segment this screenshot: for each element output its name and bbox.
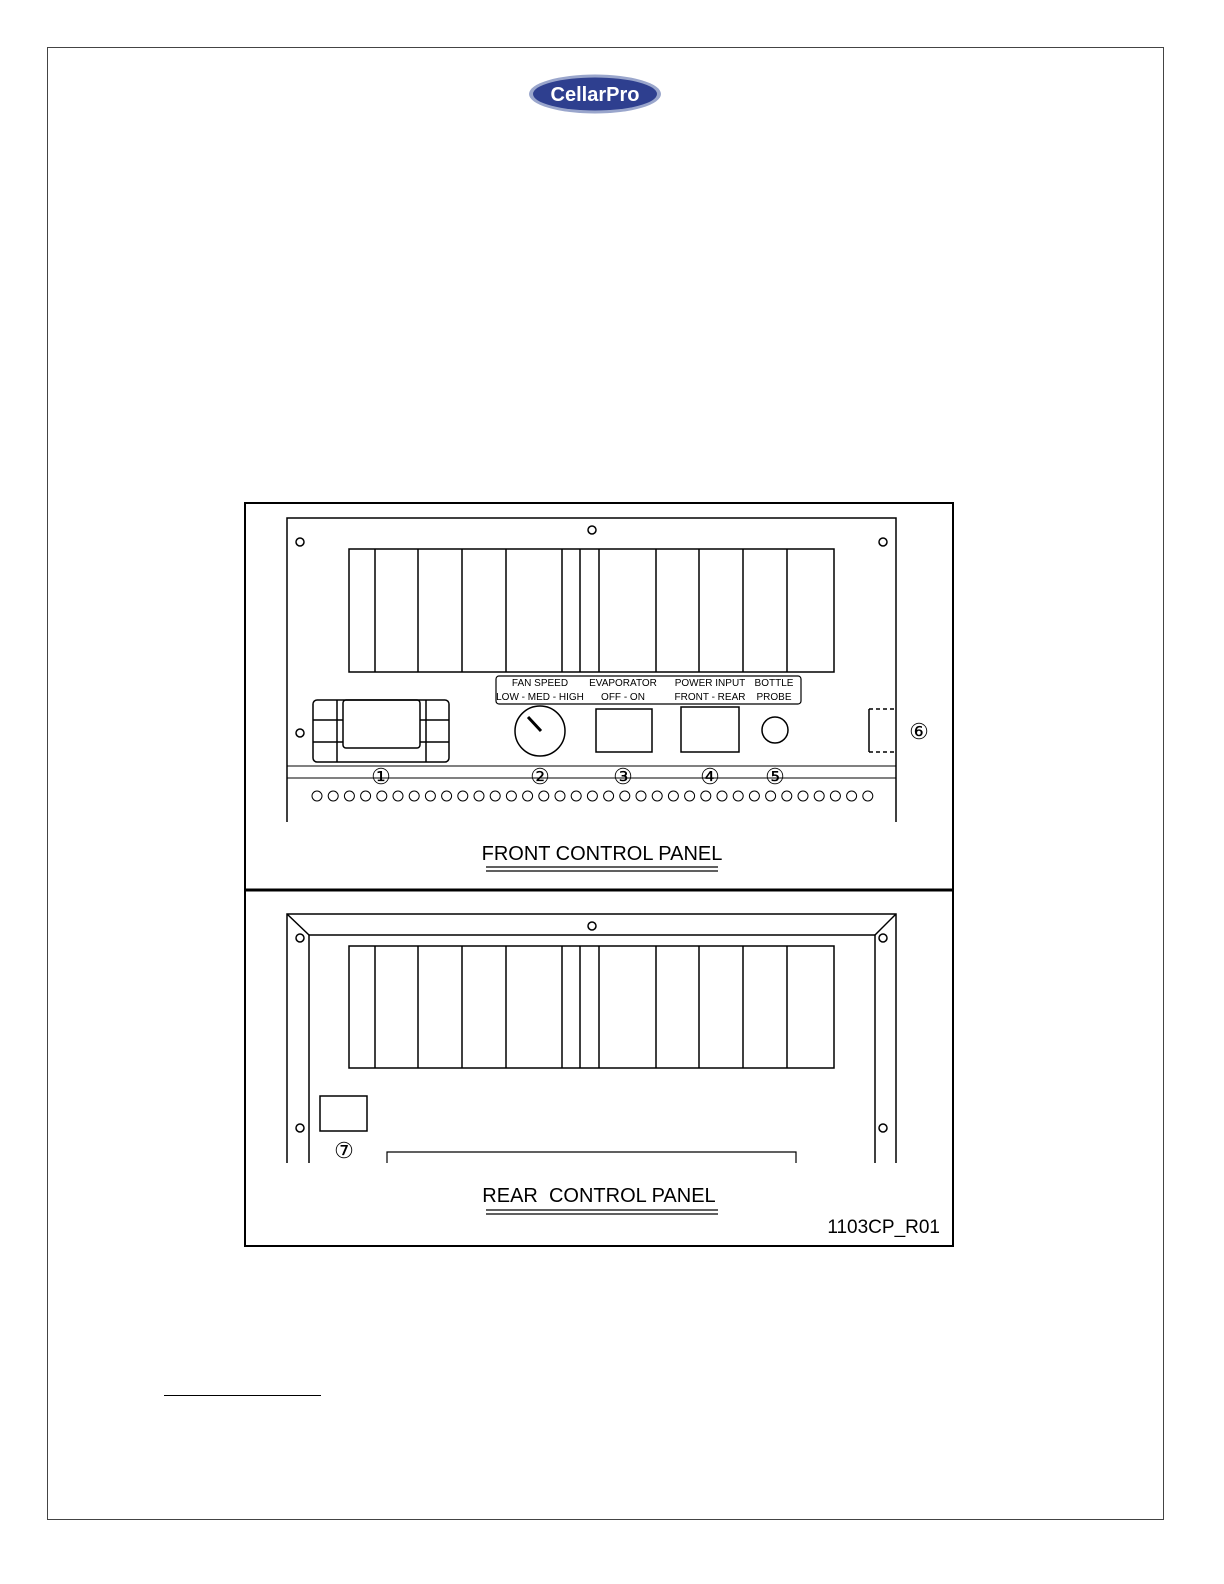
- vent-hole: [539, 791, 549, 801]
- vent-hole: [523, 791, 533, 801]
- vent-hole: [361, 791, 371, 801]
- controller-display: [313, 700, 449, 762]
- vent-hole: [652, 791, 662, 801]
- callout-7: ⑦: [334, 1138, 354, 1163]
- rear-bevel: [287, 914, 309, 935]
- vent-hole: [830, 791, 840, 801]
- mounting-hole: [879, 934, 887, 942]
- label-evaporator-options: OFF - ON: [601, 692, 645, 703]
- vent-hole: [668, 791, 678, 801]
- vent-hole: [766, 791, 776, 801]
- bottle-probe-port[interactable]: [762, 717, 788, 743]
- vent-hole: [490, 791, 500, 801]
- vent-hole: [782, 791, 792, 801]
- rear-panel-inner-outline: [309, 935, 875, 1163]
- mounting-hole: [296, 538, 304, 546]
- front-ventilation-holes: [312, 791, 873, 801]
- mounting-hole: [296, 729, 304, 737]
- vent-hole: [604, 791, 614, 801]
- callout-5: ⑤: [765, 764, 785, 789]
- vent-hole: [506, 791, 516, 801]
- rear-panel-outline: [287, 914, 896, 1163]
- vent-hole: [814, 791, 824, 801]
- footnote-rule: [164, 1395, 321, 1396]
- front-vent-block: [349, 549, 834, 672]
- vent-hole: [409, 791, 419, 801]
- vent-hole: [587, 791, 597, 801]
- vent-hole: [571, 791, 581, 801]
- rear-bevel: [875, 914, 896, 935]
- label-evaporator: EVAPORATOR: [589, 678, 657, 689]
- callout-3: ③: [613, 764, 633, 789]
- vent-hole: [393, 791, 403, 801]
- vent-hole: [555, 791, 565, 801]
- evaporator-switch[interactable]: [596, 709, 652, 752]
- side-connector: [869, 709, 896, 752]
- vent-hole: [328, 791, 338, 801]
- vent-hole: [474, 791, 484, 801]
- vent-hole: [620, 791, 630, 801]
- vent-hole: [636, 791, 646, 801]
- rear-panel-title: REAR CONTROL PANEL: [482, 1185, 716, 1207]
- front-control-panel: [287, 518, 896, 871]
- mounting-hole: [879, 538, 887, 546]
- mounting-hole: [879, 1124, 887, 1132]
- mounting-hole: [588, 922, 596, 930]
- fan-speed-knob[interactable]: [515, 706, 565, 756]
- vent-hole: [749, 791, 759, 801]
- rear-bracket: [387, 1152, 796, 1163]
- rear-vent-block: [349, 946, 834, 1068]
- front-panel-title: FRONT CONTROL PANEL: [481, 843, 723, 865]
- vent-hole: [701, 791, 711, 801]
- label-bottle-probe: PROBE: [756, 692, 792, 703]
- callout-4: ④: [700, 764, 720, 789]
- callout-1: ①: [371, 764, 391, 789]
- vent-hole: [863, 791, 873, 801]
- power-input-switch[interactable]: [681, 707, 739, 752]
- vent-hole: [733, 791, 743, 801]
- label-fan-speed-options: LOW - MED - HIGH: [496, 692, 584, 703]
- vent-hole: [798, 791, 808, 801]
- rear-power-socket[interactable]: [320, 1096, 367, 1131]
- label-power-input-options: FRONT - REAR: [674, 692, 746, 703]
- vent-hole: [377, 791, 387, 801]
- vent-hole: [442, 791, 452, 801]
- mounting-hole: [296, 934, 304, 942]
- vent-hole: [458, 791, 468, 801]
- label-power-input: POWER INPUT: [674, 678, 746, 689]
- callout-2: ②: [530, 764, 550, 789]
- vent-hole: [344, 791, 354, 801]
- label-bottle: BOTTLE: [754, 678, 794, 689]
- vent-hole: [847, 791, 857, 801]
- drawing-id: 1103CP_R01: [827, 1217, 940, 1238]
- vent-hole: [312, 791, 322, 801]
- vent-hole: [685, 791, 695, 801]
- vent-hole: [717, 791, 727, 801]
- rear-control-panel: [287, 914, 896, 1214]
- mounting-hole: [296, 1124, 304, 1132]
- label-fan-speed: FAN SPEED: [511, 678, 569, 689]
- logo-text: CellarPro: [550, 84, 640, 106]
- callout-6: ⑥: [909, 719, 929, 744]
- mounting-hole: [588, 526, 596, 534]
- vent-hole: [425, 791, 435, 801]
